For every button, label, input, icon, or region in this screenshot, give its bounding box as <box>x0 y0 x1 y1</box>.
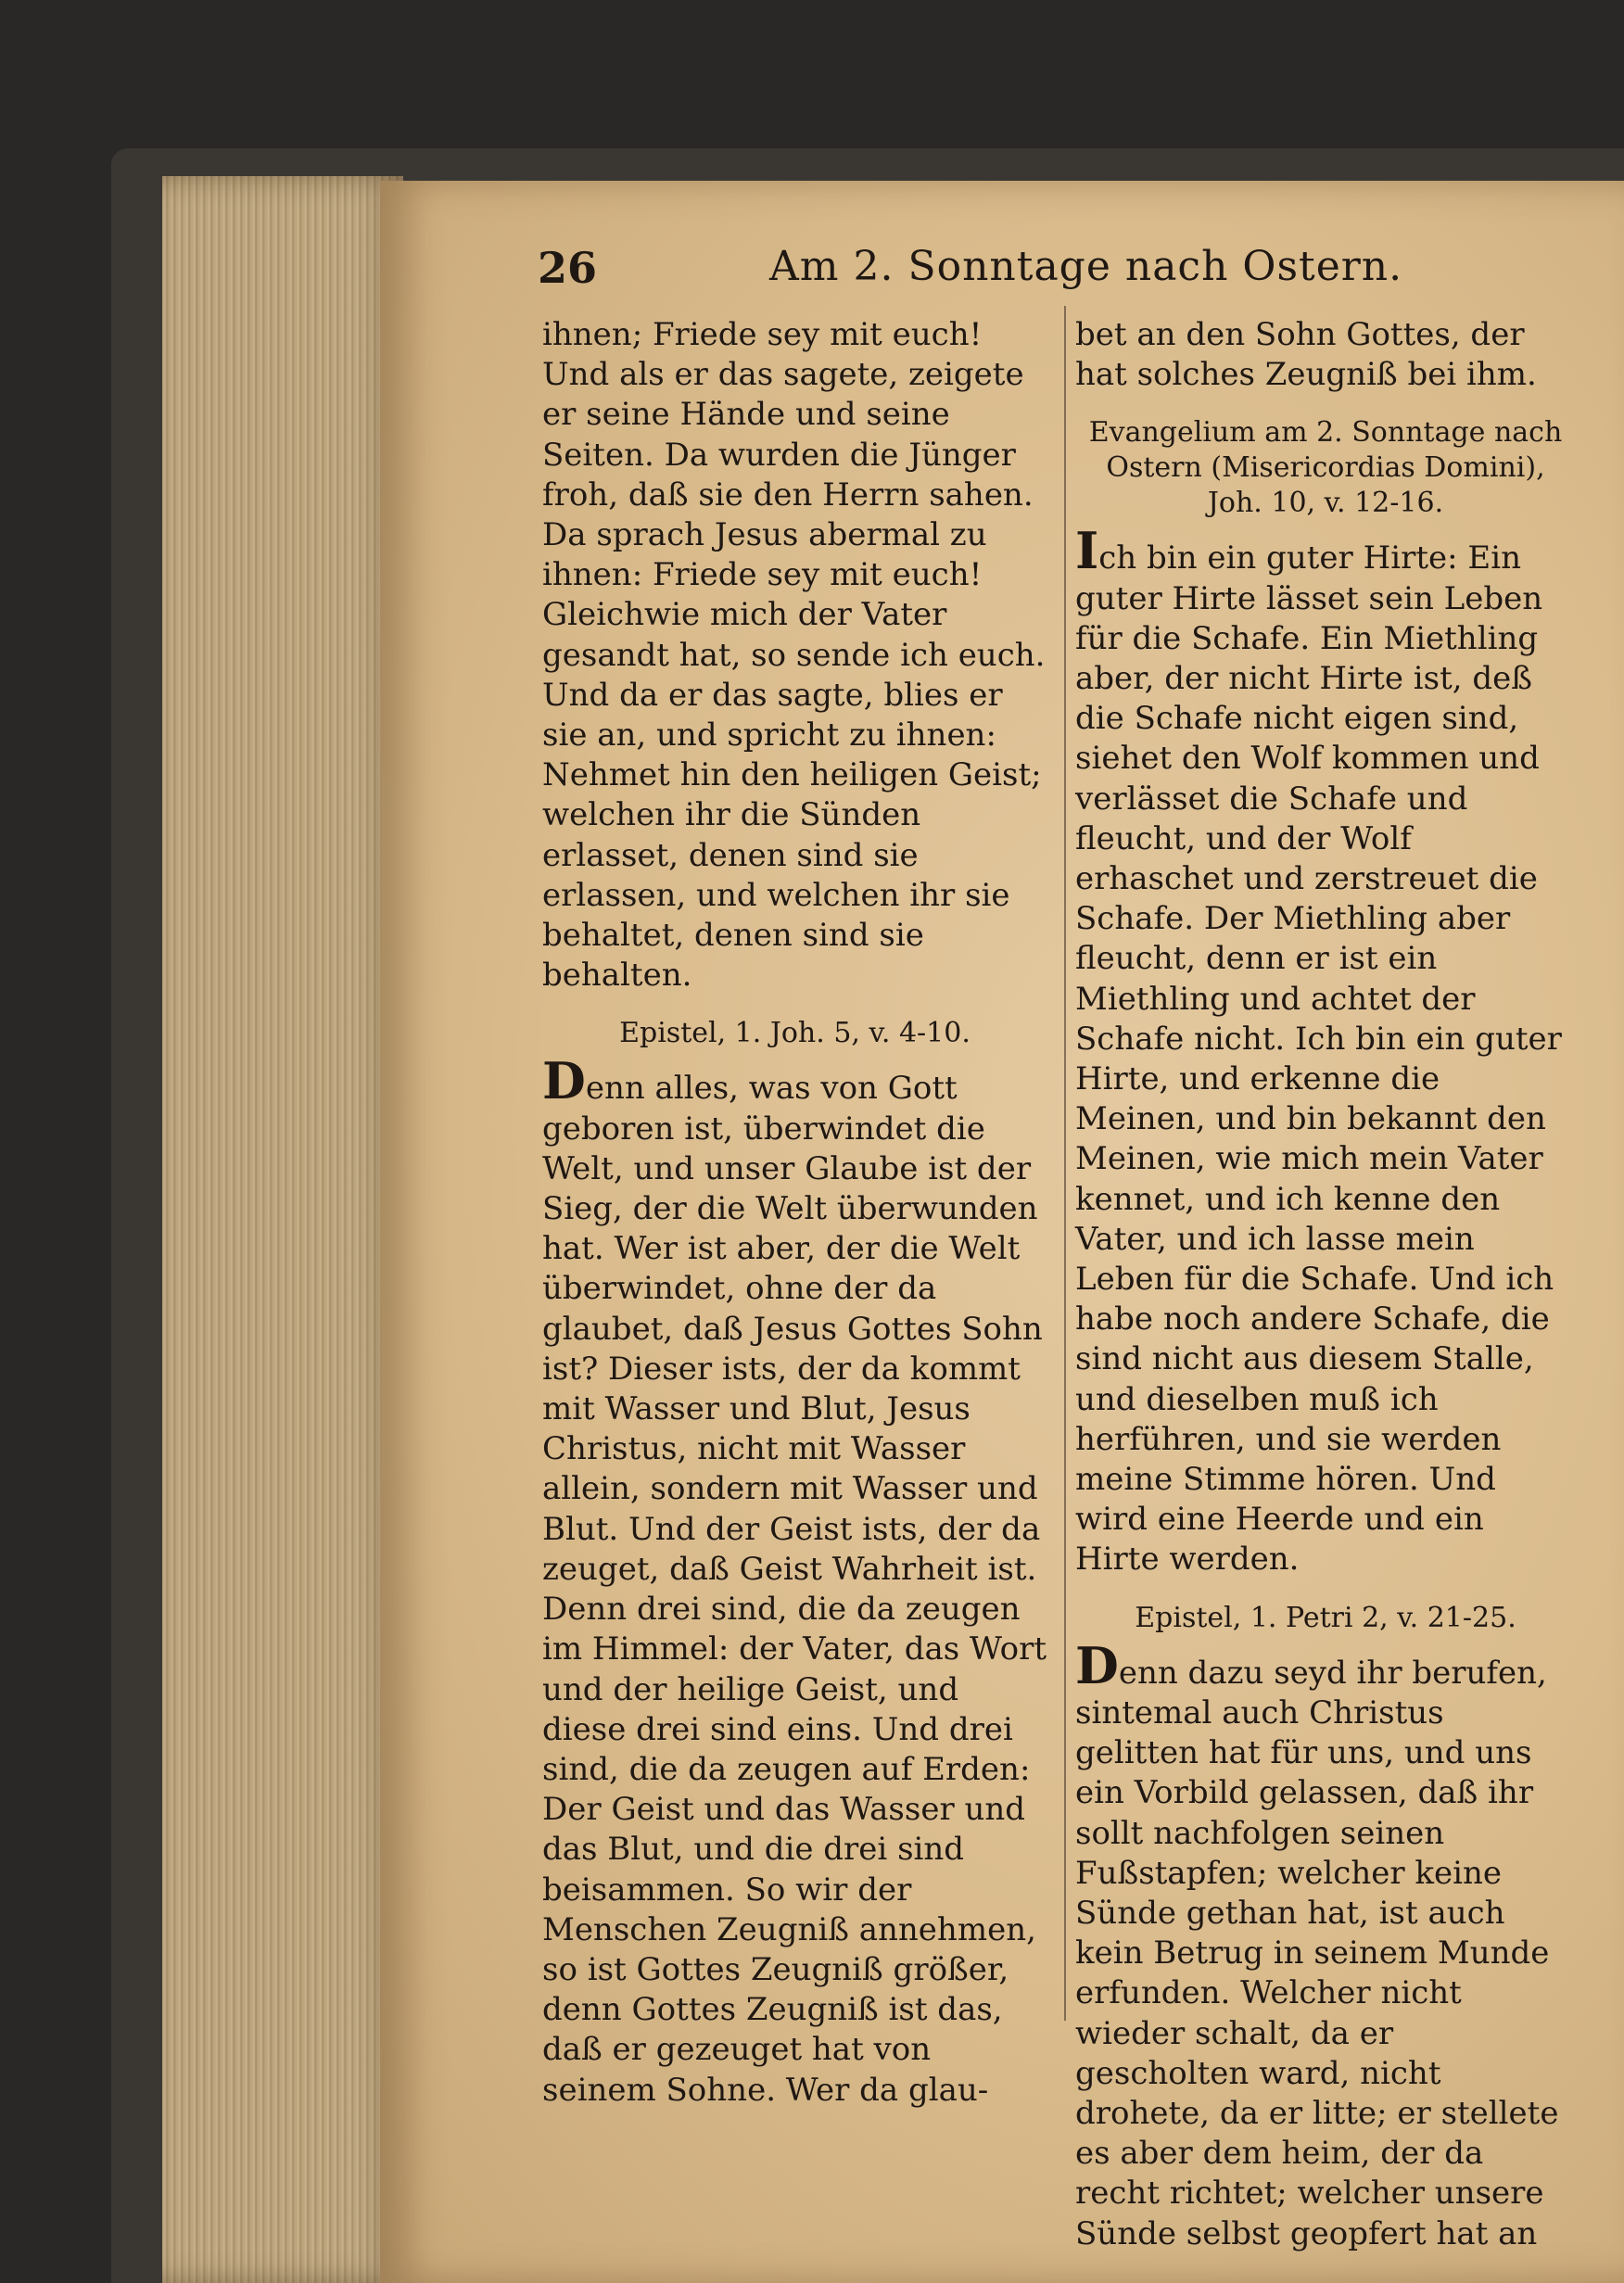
epistle-text-2 <box>1075 1635 1576 2254</box>
column-left <box>542 315 1047 2111</box>
drop-initial: I <box>1075 521 1099 581</box>
epistle-heading-2: Epistel, 1. Petri 2, v. 21-25. <box>1135 1601 1516 1634</box>
drop-initial: D <box>1075 1635 1119 1695</box>
epistle-text <box>542 1051 1047 2110</box>
gospel-continuation: ihnen; Friede sey mit euch! Und als er das sagete, zeigete er seine Hände und seine Seiten. Da wurden die Jünger froh, daß sie den Herrn sahen. Da sprach Jesus abermal zu ihnen: Friede sey mit euch! Gleichwie mich der Vater gesandt hat, so sende ich euch. Und da er das sagte, blies er sie an, und spricht zu ihnen: Nehmet hin den heiligen Geist; welchen ihr die Sünden erlasset, denen sind sie erlassen, und welchen ihr sie behaltet, denen sind sie behalten. <box>542 316 1046 995</box>
page-header <box>538 243 1403 298</box>
epistle-body-2: enn dazu seyd ihr berufen, sintemal auch Christus gelitten hat für uns, und uns ein Vorbild gelassen, daß ihr sollt nachfolgen seinen Fußstapfen; welcher keine Sünde gethan hat, ist auch kein Betrug in seinem Munde erfunden. Welcher nicht wieder schalt, da er gescholten ward, nicht drohete, da er litte; er stellete es aber dem heim, der da recht richtet; welcher unsere Sünde selbst geopfert hat an <box>1075 1654 1559 2252</box>
epistle-body: enn alles, was von Gott geboren ist, überwindet die Welt, und unser Glaube ist der Sieg, der die Welt überwunden hat. Wer ist aber, der die Welt überwindet, ohne der da glaubet, daß Jesus Gottes Sohn ist? Dieser ists, der da kommt mit Wasser und Blut, Jesus Christus, nicht mit Wasser allein, sondern mit Wasser und Blut. Und der Geist ists, der da zeuget, daß Geist Wahrheit ist. Denn drei sind, die da zeugen im Himmel: der Vater, das Wort und der heilige Geist, und diese drei sind eins. Und drei sind, die da zeugen auf Erden: Der Geist und das Wasser und das Blut, und die drei sind beisammen. So wir der Menschen Zeugniß annehmen, so ist Gottes Zeugniß größer, denn Gottes Zeugniß ist das, daß er gezeuget hat von seinem Sohne. Wer da glau- <box>542 1070 1047 2109</box>
page-edges <box>162 176 403 2283</box>
page-number: 26 <box>538 243 598 293</box>
epistle-heading: Epistel, 1. Joh. 5, v. 4-10. <box>619 1017 971 1050</box>
gospel-heading: Evangelium am 2. Sonntage nach Ostern (Misericordias Domini), Joh. 10, v. 12-16. <box>1088 416 1563 520</box>
gospel-body: ch bin ein guter Hirte: Ein guter Hirte lässet sein Leben für die Schafe. Ein Miethling aber, der nicht Hirte ist, deß die Schafe nicht eigen sind, siehet den Wolf kommen und verlässet die Schafe und fleucht, und der Wolf erhaschet und zerstreuet die Schafe. Der Miethling aber fleucht, denn er ist ein Miethling und achtet der Schafe nicht. Ich bin ein guter Hirte, und erkenne die Meinen, und bin bekannt den Meinen, wie mich mein Vater kennet, und ich kenne den Vater, und ich lasse mein Leben für die Schafe. Und ich habe noch andere Schafe, die sind nicht aus diesem Stalle, und dieselben muß ich herführen, und sie werden meine Stimme hören. Und wird eine Heerde und ein Hirte werden. <box>1075 539 1562 1579</box>
epistle-end: bet an den Sohn Gottes, der hat solches Zeugniß bei ihm. <box>1075 316 1537 394</box>
column-divider <box>1064 306 1066 2021</box>
gospel-text <box>1075 521 1576 1579</box>
running-title: Am 2. Sonntage nach Ostern. <box>769 243 1403 290</box>
column-right <box>1075 315 1576 2254</box>
drop-initial: D <box>542 1051 586 1111</box>
